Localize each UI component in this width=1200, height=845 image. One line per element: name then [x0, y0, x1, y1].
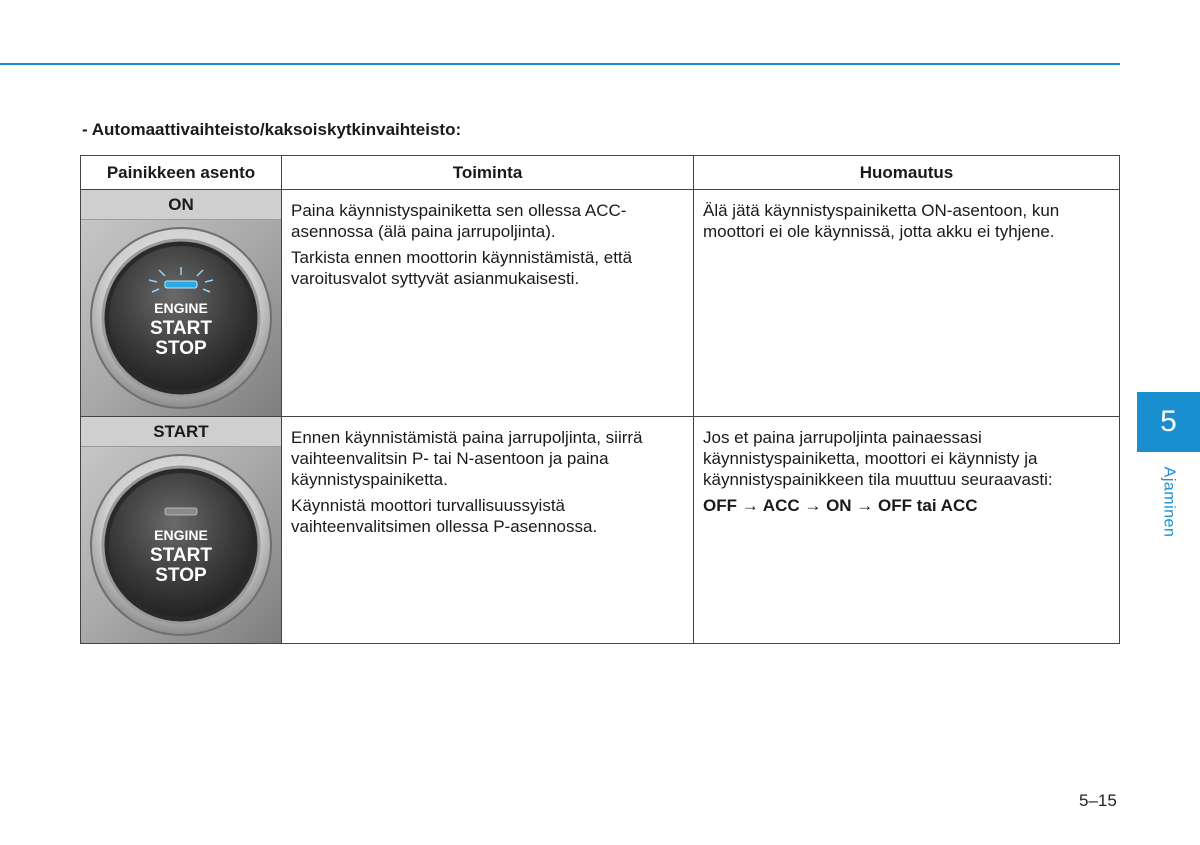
button-position-table [80, 155, 1120, 644]
action-start-2: Käynnistä moottori turvallisuussyistä vaihteenvalitsimen ollessa P-asennossa. [291, 496, 598, 536]
position-cell-on [81, 190, 282, 417]
button-text-start: START [150, 318, 212, 339]
state-sequence: OFF → ACC → ON → OFF tai ACC [703, 496, 978, 515]
action-start-1: Ennen käynnistämistä paina jarrupoljinta, siirrä vaihteenvalitsin P- tai N-asentoon ja paina käynnistyspainiketta. [291, 428, 643, 489]
note-cell-on [694, 190, 1120, 417]
button-text-start: START [150, 545, 212, 566]
position-label-start: START [81, 417, 281, 447]
header-button-position: Painikkeen asento [81, 156, 282, 190]
action-on-2: Tarkista ennen moottorin käynnistämistä, että varoitusvalot syttyvät asianmukaisesti. [291, 248, 633, 288]
table-row-on [81, 190, 1120, 417]
note-on: Älä jätä käynnistyspainiketta ON-asentoon, kun moottori ei ole käynnissä, jotta akku ei tyhjene. [703, 201, 1060, 241]
start-stop-button-icon [81, 220, 281, 416]
action-on-1: Paina käynnistyspainiketta sen ollessa ACC-asennossa (älä paina jarrupoljinta). [291, 201, 627, 241]
chapter-tab-number: 5 [1137, 392, 1200, 452]
action-cell-on [282, 190, 694, 417]
indicator-light-off [165, 508, 197, 515]
header-note: Huomautus [694, 156, 1120, 190]
engine-start-button-on-image [81, 220, 281, 416]
engine-start-button-start-image [81, 447, 281, 643]
start-stop-button-icon [81, 447, 281, 643]
top-rule [0, 63, 1120, 65]
action-cell-start [282, 417, 694, 644]
table-header-row [81, 156, 1120, 190]
chapter-tab-label-text: Ajaminen [1160, 466, 1178, 538]
note-cell-start [694, 417, 1120, 644]
button-text-stop: STOP [155, 338, 207, 359]
header-action: Toiminta [282, 156, 694, 190]
page-number: 5–15 [1079, 791, 1117, 810]
note-start: Jos et paina jarrupoljinta painaessasi käynnistyspainiketta, moottori ei käynnisty ja käynnistyspainikkeen tila muuttuu seuraavasti: [703, 428, 1053, 489]
button-text-stop: STOP [155, 565, 207, 586]
button-text-engine: ENGINE [154, 527, 208, 543]
indicator-light-on [165, 281, 197, 288]
table-row-start [81, 417, 1120, 644]
position-cell-start [81, 417, 282, 644]
button-text-engine: ENGINE [154, 300, 208, 316]
section-heading: - Automaattivaihteisto/kaksoiskytkinvaihteisto: [82, 120, 462, 139]
chapter-tab-label [1137, 452, 1200, 552]
position-label-on: ON [81, 190, 281, 220]
